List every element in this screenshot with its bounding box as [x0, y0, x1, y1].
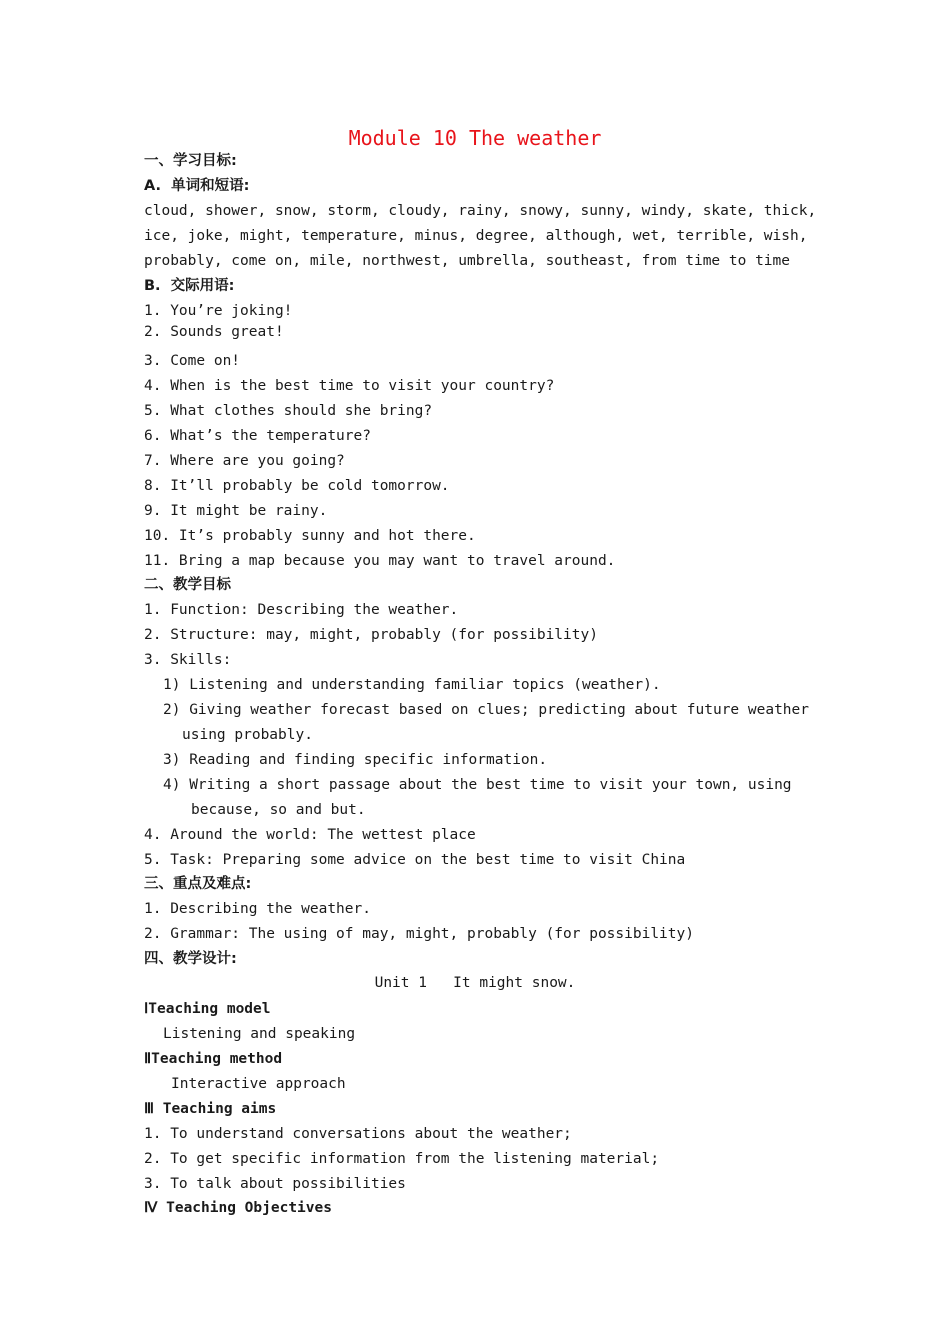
vocab-line: probably, come on, mile, northwest, umbrella, southeast, from time to time: [144, 253, 791, 269]
section-heading-objectives: 一、学习目标:: [144, 153, 237, 169]
section-heading-key-points: 三、重点及难点:: [144, 876, 252, 892]
expression-item: 9. It might be rainy.: [144, 503, 328, 519]
skill-item: 4) Writing a short passage about the best time to visit your town, using: [163, 777, 792, 793]
skill-item: 1) Listening and understanding familiar topics (weather).: [163, 677, 661, 693]
vocab-line: ice, joke, might, temperature, minus, degree, although, wet, terrible, wish,: [144, 228, 808, 244]
goal-item: 3. Skills:: [144, 652, 232, 668]
goal-item: 1. Function: Describing the weather.: [144, 602, 459, 618]
section-heading-teaching-goals: 二、教学目标: [144, 577, 231, 593]
skill-item: 3) Reading and finding specific information.: [163, 752, 548, 768]
expression-item: 11. Bring a map because you may want to travel around.: [144, 553, 616, 569]
goal-item: 5. Task: Preparing some advice on the best time to visit China: [144, 852, 686, 868]
skill-item: 2) Giving weather forecast based on clues; predicting about future weather: [163, 702, 810, 718]
vocab-line: cloud, shower, snow, storm, cloudy, rainy, snowy, sunny, windy, skate, thick,: [144, 203, 817, 219]
aim-item: 2. To get specific information from the listening material;: [144, 1151, 660, 1167]
goal-item: 4. Around the world: The wettest place: [144, 827, 476, 843]
expression-item: 4. When is the best time to visit your country?: [144, 378, 555, 394]
subheading-expressions: B. 交际用语:: [144, 278, 235, 294]
document-title: Module 10 The weather: [348, 126, 602, 150]
key-point-item: 2. Grammar: The using of may, might, probably (for possibility): [144, 926, 694, 942]
teaching-objectives-heading: Ⅳ Teaching Objectives: [144, 1200, 332, 1216]
expression-item: 3. Come on!: [144, 353, 241, 369]
expression-item: 7. Where are you going?: [144, 453, 345, 469]
aim-item: 3. To talk about possibilities: [144, 1176, 406, 1192]
expression-item: 1. You’re joking!: [144, 303, 293, 319]
subheading-vocabulary: A. 单词和短语:: [144, 178, 250, 194]
aim-item: 1. To understand conversations about the weather;: [144, 1126, 572, 1142]
expression-item: 8. It’ll probably be cold tomorrow.: [144, 478, 450, 494]
teaching-method-value: Interactive approach: [171, 1076, 346, 1092]
goal-item: 2. Structure: may, might, probably (for possibility): [144, 627, 598, 643]
expression-item: 5. What clothes should she bring?: [144, 403, 433, 419]
expression-item: 6. What’s the temperature?: [144, 428, 371, 444]
skill-item-continued: because, so and but.: [191, 802, 366, 818]
expression-item: 10. It’s probably sunny and hot there.: [144, 528, 476, 544]
skill-item-continued: using probably.: [182, 727, 313, 743]
teaching-model-value: Listening and speaking: [163, 1026, 356, 1042]
teaching-model-heading: ⅠTeaching model: [144, 1001, 271, 1017]
teaching-method-heading: ⅡTeaching method: [144, 1051, 283, 1067]
teaching-aims-heading: Ⅲ Teaching aims: [144, 1101, 277, 1117]
section-heading-design: 四、教学设计:: [144, 951, 237, 967]
key-point-item: 1. Describing the weather.: [144, 901, 371, 917]
unit-title: Unit 1 It might snow.: [374, 975, 576, 991]
expression-item: 2. Sounds great!: [144, 324, 284, 340]
